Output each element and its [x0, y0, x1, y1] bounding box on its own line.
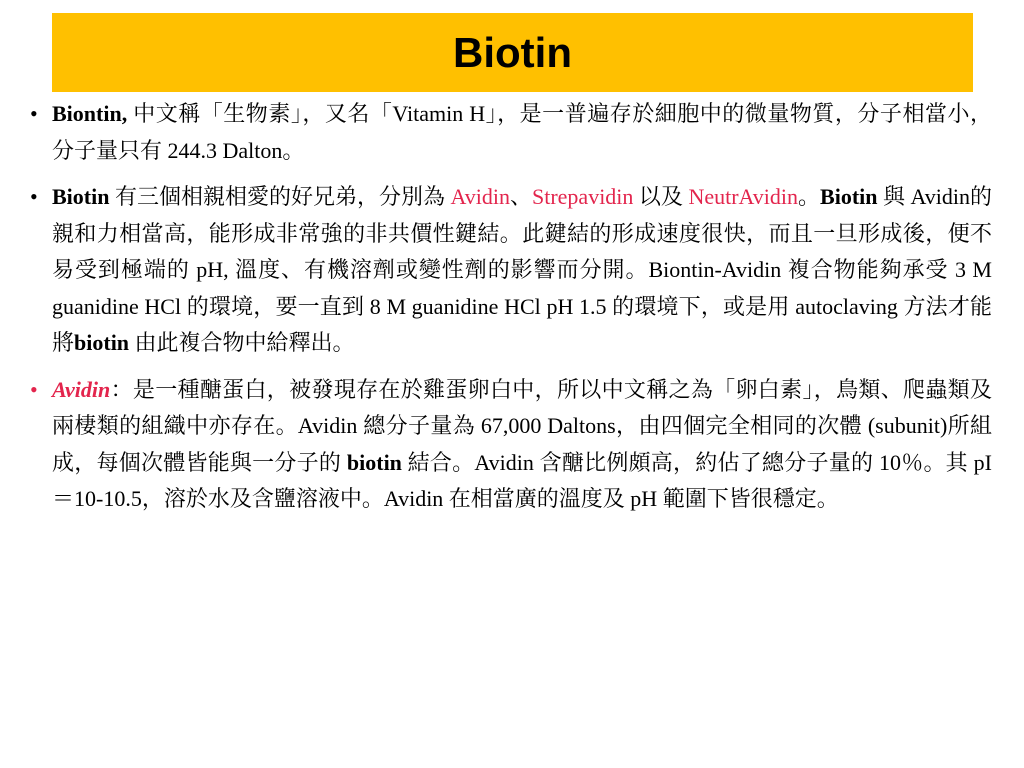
bullet-1: •: [30, 101, 38, 126]
bullet-2: •: [30, 184, 38, 209]
term-biotin-3: biotin: [74, 330, 130, 355]
p2-text-4: 與 Avidin的親和力相當高，能形成非常強的非共價性鍵結。此鍵結的形成速度很快，而且一旦形成後，便不易受到極端的 pH, 溫度、有機溶劑或變性劑的影響而分開。Biontin-Avidin 複合物能夠承受 3 M guanidine HCl 的環境，要一直到 8 M guanidine HCl pH 1.5 的環境下，或是用 autoclaving 方法才能將: [52, 184, 992, 355]
paragraph-biotin: [30, 179, 992, 362]
p3-text-2: 結合。Avidin 含醣比例頗高，約佔了總分子量的 10％。其 pI＝10-10.5，溶於水及含鹽溶液中。Avidin 在相當廣的溫度及 pH 範圍下皆很穩定。: [52, 449, 992, 511]
neutravidin-highlight: NeutrAvidin: [688, 184, 799, 209]
p2-text-1: 有三個相親相愛的好兄弟，分別為: [109, 184, 451, 209]
term-biotin-4: biotin: [346, 449, 402, 475]
bullet-3: •: [30, 376, 38, 402]
p2-text-3: 。: [798, 184, 821, 209]
title-banner: [52, 13, 973, 92]
term-biotin-2: Biotin: [820, 184, 878, 209]
p2-text-5: 由此複合物中給釋出。: [129, 330, 355, 355]
p3-text-1: ：是一種醣蛋白，被發現存在於雞蛋卵白中，所以中文稱之為「卵白素」，鳥類、爬蟲類及兩棲類的組織中亦存在。Avidin 總分子量為 67,000 Daltons，由四個完全相同的次體 (subunit)所組成，每個次體皆能與一分子的: [52, 376, 992, 475]
term-biontin: Biontin,: [52, 101, 128, 126]
term-biotin: Biotin: [52, 184, 110, 209]
avidin-highlight: Avidin: [450, 184, 510, 209]
term-avidin: Avidin: [52, 376, 111, 402]
paragraph-biontin: [30, 96, 992, 169]
p2-sep: 、: [509, 184, 532, 209]
slide-body: [30, 96, 992, 528]
p2-text-2: 以及: [633, 184, 689, 209]
p1-text: 中文稱「生物素」，又名「Vitamin H」，是一普遍存於細胞中的微量物質，分子相當小，分子量只有 244.3 Dalton。: [52, 101, 992, 163]
strepavidin-highlight: Strepavidin: [531, 184, 634, 209]
paragraph-avidin: [30, 372, 992, 518]
slide-title: Biotin: [453, 28, 572, 76]
